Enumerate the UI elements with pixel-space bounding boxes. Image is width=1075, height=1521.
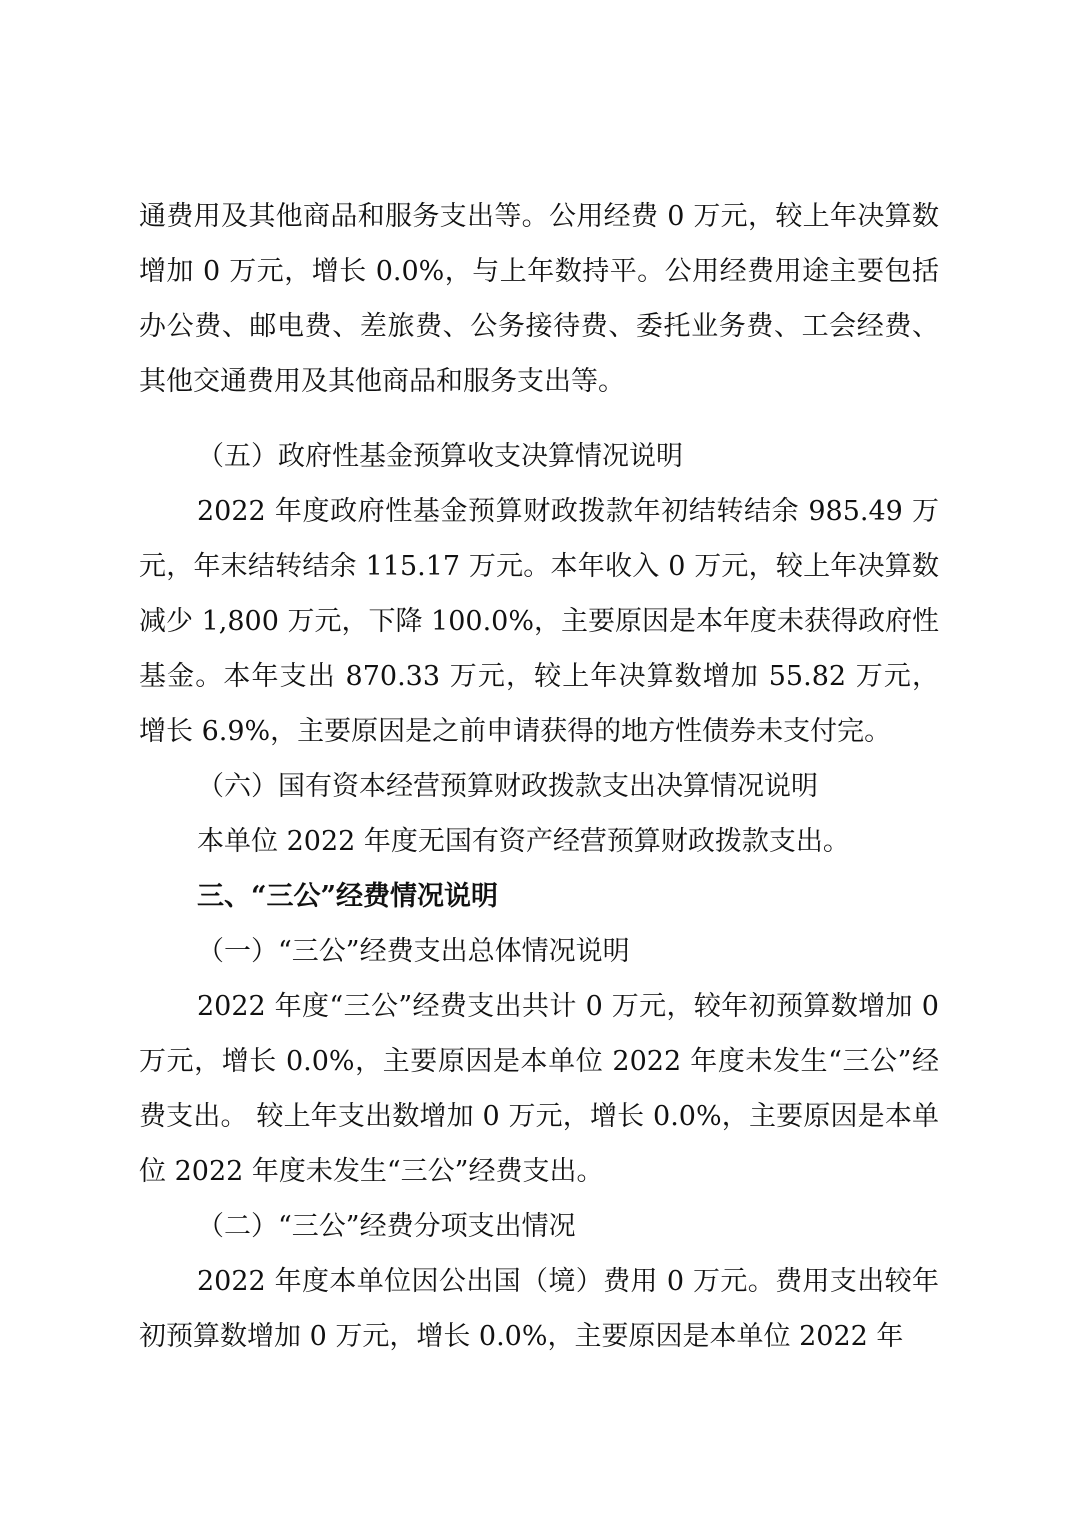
paragraph-government-fund: 2022 年度政府性基金预算财政拨款年初结转结余 985.49 万元，年末结转结余 115.17 万元。本年收入 0 万元，较上年决算数减少 1,800 万元，下降 100.0%，主要原因是本年度未获得政府性基金。本年支出 870.33 万元，较上年决算数增加 55.82 万元，增长 6.9%，主要原因是之前申请获得的地方性债券未支付完。 [139,496,939,747]
paragraph-three-public-overall: 2022 年度“三公”经费支出共计 0 万元，较年初预算数增加 0 万元，增长 0.0%，主要原因是本单位 2022 年度未发生“三公”经费支出。 较上年支出数增加 0 万元，增长 0.0%，主要原因是本单位 2022 年度未发生“三公”经费支出。 [139,991,939,1187]
heading-three-public-expenses: 三、“三公”经费情况说明 [197,881,499,912]
heading-three-public-itemized: （二）“三公”经费分项支出情况 [197,1211,576,1242]
heading-state-capital: （六）国有资本经营预算财政拨款支出决算情况说明 [197,771,818,802]
paragraph-public-expenses: 通费用及其他商品和服务支出等。公用经费 0 万元，较上年决算数增加 0 万元，增长 0.0%，与上年数持平。公用经费用途主要包括办公费、邮电费、差旅费、公务接待费、委托业务费、工会经费、其他交通费用及其他商品和服务支出等。 [139,201,939,397]
paragraph-three-public-itemized: 2022 年度本单位因公出国（境）费用 0 万元。费用支出较年初预算数增加 0 万元，增长 0.0%，主要原因是本单位 2022 年 [139,1266,939,1352]
document-body [139,189,939,1364]
heading-three-public-overall: （一）“三公”经费支出总体情况说明 [197,936,630,967]
heading-government-fund: （五）政府性基金预算收支决算情况说明 [197,441,683,472]
paragraph-gap [139,409,939,429]
paragraph-state-capital: 本单位 2022 年度无国有资产经营预算财政拨款支出。 [197,826,850,857]
